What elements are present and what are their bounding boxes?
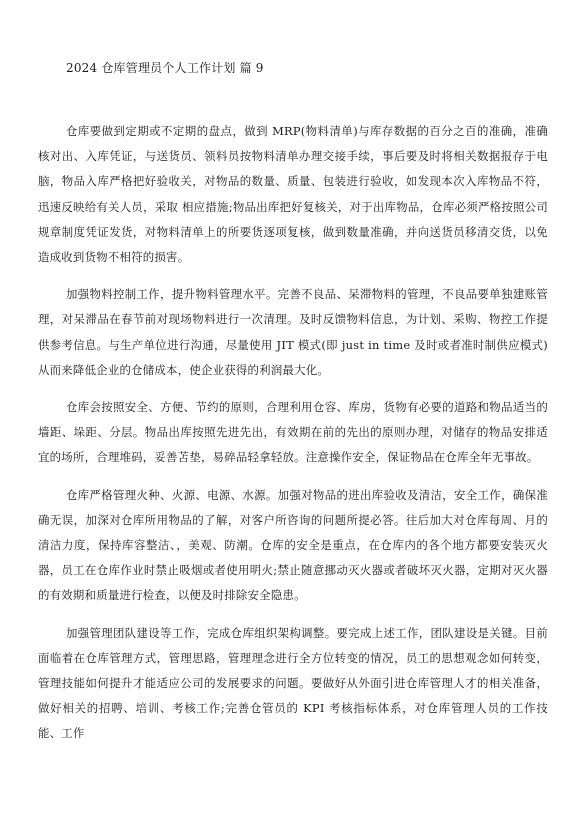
paragraph-fire-safety: 仓库严格管理火种、火源、电源、水源。加强对物品的进出库验收及清洁，安全工作，确保准确无误，加深对仓库所用物品的了解，对客户所咨询的问题所提必答。往后加大对仓库每周、月的清洁力度，保持库容整洁、，美观、防潮。仓库的安全是重点，在仓库内的各个地方都要安装灭火器，员工在仓库作业时禁止吸烟或者使用明火;禁止随意挪动灭火器或者破坏灭火器，定期对灭火器的有效期和质量进行检查，以便及时排除安全隐患。 [38,487,548,603]
paragraph-team-building: 加强管理团队建设等工作，完成仓库组织架构调整。要完成上述工作，团队建设是关键。目前面临着在仓库管理方式，管理思路，管理理念进行全方位转变的情况，员工的思想观念如何转变，管理技能如何提升才能适应公司的发展要求的问题。要做好从外面引进仓库管理人才的相关准备，做好相关的招聘、培训、考核工作;完善仓管员的 KPI 考核指标体系，对仓库管理人员的工作技能、工作 [38,625,548,741]
paragraph-inventory-check: 仓库要做到定期或不定期的盘点，做到 MRP(物料清单)与库存数据的百分之百的准确，准确核对出、入库凭证，与送货员、领料员按物料清单办理交接手续，事后要及时将相关数据报存于电脑，物品入库严格把好验收关，对物品的数量、质量、包装进行验收，如发现本次入库物品不符，迅速反映给有关人员，采取 相应措施;物品出库把好复核关，对于出库物品，仓库必须严格按照公司规章制度凭证发货，对物料清单上的所要货逐项复核，做到数量准确，并向送货员移清交货，以免造成收到货物不相符的损害。 [38,124,548,265]
document-title: 2024 仓库管理员个人工作计划 篇 9 [66,61,264,75]
paragraph-material-control: 加强物料控制工作，提升物料管理水平。完善不良品、呆滞物料的管理，不良品要单独建账管理，对呆滞品在春节前对现场物料进行一次清理。及时反馈物料信息，为计划、采购、物控工作提供参考信息。与生产单位进行沟通，尽量使用 JIT 模式(即 just in time 及时或者准时制供应模式)从而来降低企业的仓储成本，使企业获得的利润最大化。 [38,287,548,377]
paragraph-storage-principles: 仓库会按照安全、方便、节约的原则，合理利用仓容、库房，货物有必要的道路和物品适当的墙距、垛距、分层。物品出库按照先进先出，有效期在前的先出的原则办理，对储存的物品安排适宜的场所，合理堆码，妥善苫垫，易碎品轻拿轻放。注意操作安全，保证物品在仓库全年无事故。 [38,400,548,465]
document-body [38,119,548,759]
